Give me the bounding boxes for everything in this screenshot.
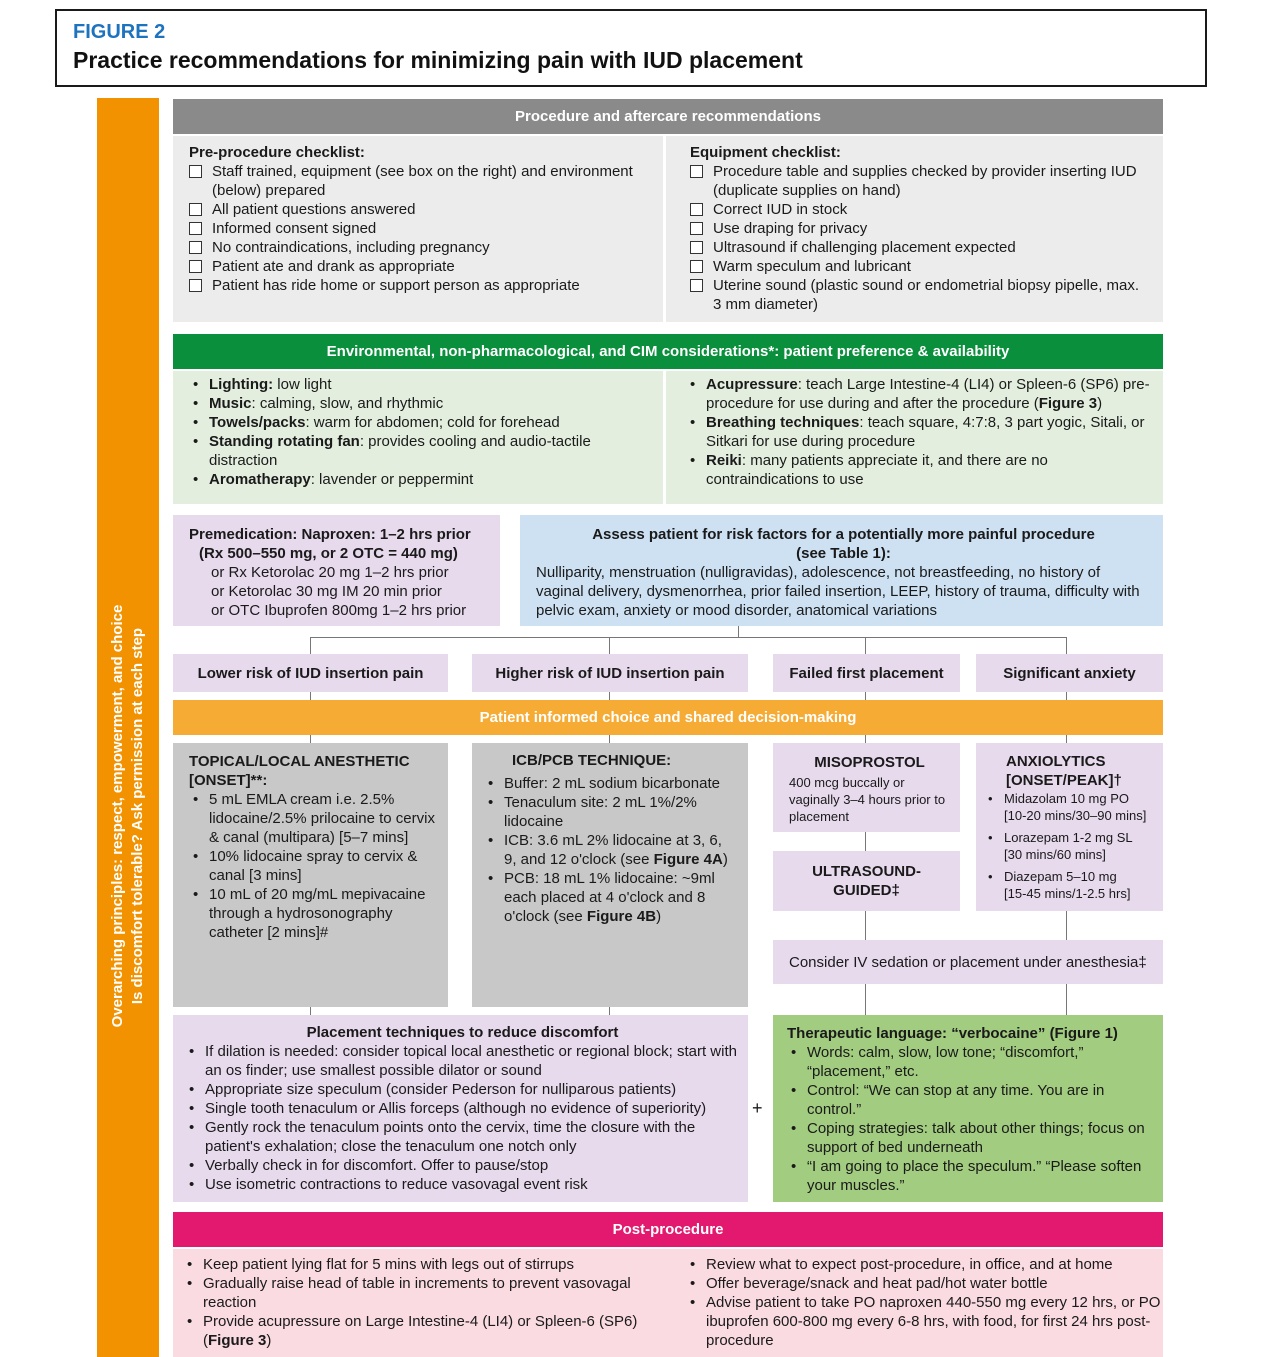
list-item: • PCB: 18 mL 1% lidocaine: ~9ml each placed at 4 o'clock and 8 o'clock (see Figure 4B) <box>484 869 738 926</box>
anxiolytics-box <box>976 743 1163 911</box>
equipment-list <box>690 162 1143 314</box>
checkbox-icon[interactable] <box>189 203 202 216</box>
list-item: • Gradually raise head of table in increments to prevent vasovagal reaction <box>183 1274 653 1312</box>
connector-line <box>609 692 610 700</box>
misoprostol-title: MISOPROSTOL <box>814 754 925 771</box>
checkbox-icon[interactable] <box>690 165 703 178</box>
topical-anesthetic-box <box>173 743 448 1007</box>
connector-line <box>865 911 866 940</box>
shared-decision-bar: Patient informed choice and shared decision-making <box>173 700 1163 735</box>
failed-placement-box: Failed first placement <box>773 654 960 692</box>
side-banner <box>97 98 159 1357</box>
assess-title: Assess patient for risk factors for a potentially more painful procedure <box>592 526 1095 543</box>
checkbox-icon[interactable] <box>690 279 703 292</box>
side-banner-line2: Is discomfort tolerable? Ask permission at each step <box>129 627 146 1005</box>
list-item: • Music: calming, slow, and rhythmic <box>189 394 647 413</box>
checkbox-icon[interactable] <box>189 260 202 273</box>
connector-line <box>865 832 866 851</box>
list-item: • “I am going to place the speculum.” “Please soften your muscles.” <box>787 1157 1153 1195</box>
checklist-item[interactable]: Use draping for privacy <box>690 219 1143 238</box>
checklist-item[interactable]: Procedure table and supplies checked by provider inserting IUD (duplicate supplies on hand) <box>690 162 1143 200</box>
iv-sedation-box: Consider IV sedation or placement under anesthesia‡ <box>773 940 1163 984</box>
topical-title: TOPICAL/LOCAL ANESTHETIC [ONSET]**: <box>189 753 410 789</box>
lower-risk-box: Lower risk of IUD insertion pain <box>173 654 448 692</box>
connector-line <box>310 637 311 654</box>
connector-line <box>738 626 739 637</box>
list-item: • Single tooth tenaculum or Allis forceps (although no evidence of superiority) <box>185 1099 740 1118</box>
anxiolytics-subtitle: [ONSET/PEAK]† <box>1006 772 1122 789</box>
list-item: • Verbally check in for discomfort. Offer to pause/stop <box>185 1156 740 1175</box>
checkbox-icon[interactable] <box>690 241 703 254</box>
figure-title: Practice recommendations for minimizing pain with IUD placement <box>73 47 803 73</box>
premed-line: Premedication: Naproxen: 1–2 hrs prior <box>189 526 471 543</box>
premed-line: (Rx 500–550 mg, or 2 OTC = 440 mg) <box>199 545 458 562</box>
list-item: • If dilation is needed: consider topical local anesthetic or regional block; start with an os finder; use smallest possible dilator or sound <box>185 1042 740 1080</box>
connector-line <box>865 692 866 700</box>
equipment-title: Equipment checklist: <box>690 144 841 161</box>
icb-title: ICB/PCB TECHNIQUE: <box>512 752 672 769</box>
list-item: • Keep patient lying flat for 5 mins with legs out of stirrups <box>183 1255 653 1274</box>
misoprostol-text: 400 mcg buccally or vaginally 3–4 hours prior to placement <box>789 775 946 824</box>
post-procedure-panel <box>173 1249 1163 1357</box>
list-item: • Control: “We can stop at any time. You are in control.” <box>787 1081 1153 1119</box>
procedure-header: Procedure and aftercare recommendations <box>173 99 1163 134</box>
connector-line <box>310 735 311 743</box>
connector-line <box>1066 692 1067 700</box>
risk-assessment-box <box>520 515 1163 626</box>
connector-line <box>1066 911 1067 940</box>
connector-line <box>310 692 311 700</box>
connector-line <box>1066 637 1067 654</box>
figure-label: FIGURE 2 <box>73 21 166 43</box>
checkbox-icon[interactable] <box>690 203 703 216</box>
environment-right-panel <box>666 371 1163 504</box>
list-item: • Advise patient to take PO naproxen 440-550 mg every 12 hrs, or PO ibuprofen 600-800 mg every 6-8 hrs, with food, for first 24 hrs post-procedure <box>686 1293 1161 1350</box>
checkbox-icon[interactable] <box>189 241 202 254</box>
list-item: • 5 mL EMLA cream i.e. 2.5% lidocaine/2.5% prilocaine to cervix & canal (multipara) [5–7 mins] <box>189 790 438 847</box>
assess-body: Nulliparity, menstruation (nulligravidas), adolescence, not breastfeeding, no history of vaginal delivery, dysmenorrhea, prior failed insertion, LEEP, history of trauma, difficulty with pelvic exam, anxiety or mood disorder, anatomical variations <box>536 564 1140 619</box>
checkbox-icon[interactable] <box>690 222 703 235</box>
checkbox-icon[interactable] <box>189 165 202 178</box>
connector-line <box>865 637 866 654</box>
list-item: • Reiki: many patients appreciate it, and there are no contraindications to use <box>686 451 1153 489</box>
connector-line <box>310 637 1067 638</box>
list-item: • Towels/packs: warm for abdomen; cold for forehead <box>189 413 647 432</box>
connector-line <box>1066 735 1067 743</box>
list-item: • Breathing techniques: teach square, 4:7:8, 3 part yogic, Sitali, or Sitkari for use during procedure <box>686 413 1153 451</box>
checklist-item[interactable]: Ultrasound if challenging placement expected <box>690 238 1143 257</box>
environment-header: Environmental, non-pharmacological, and CIM considerations*: patient preference & availability <box>173 334 1163 369</box>
post-procedure-header: Post-procedure <box>173 1212 1163 1247</box>
list-item: • Review what to expect post-procedure, in office, and at home <box>686 1255 1161 1274</box>
pre-procedure-title: Pre-procedure checklist: <box>189 144 365 161</box>
checklist-item[interactable]: All patient questions answered <box>189 200 647 219</box>
list-item: • Words: calm, slow, low tone; “discomfort,” “placement,” etc. <box>787 1043 1153 1081</box>
connector-line <box>609 735 610 743</box>
list-item: • Gently rock the tenaculum points onto the cervix, time the closure with the patient's exhalation; close the tenaculum one notch only <box>185 1118 740 1156</box>
list-item: • 10% lidocaine spray to cervix & canal [3 mins] <box>189 847 438 885</box>
plus-icon: + <box>752 1098 763 1118</box>
connector-line <box>609 1007 610 1015</box>
list-item: • Diazepam 5–10 mg [15-45 mins/1-2.5 hrs] <box>984 868 1157 902</box>
list-item: • Appropriate size speculum (consider Pederson for nulliparous patients) <box>185 1080 740 1099</box>
premed-line: or Rx Ketorolac 20 mg 1–2 hrs prior <box>211 564 449 581</box>
list-item: • Coping strategies: talk about other things; focus on support of bed underneath <box>787 1119 1153 1157</box>
higher-risk-box: Higher risk of IUD insertion pain <box>472 654 748 692</box>
list-item: • Buffer: 2 mL sodium bicarbonate <box>484 774 738 793</box>
anxiolytics-title: ANXIOLYTICS <box>1006 753 1106 770</box>
therapeutic-language-box <box>773 1015 1163 1202</box>
checklist-item[interactable]: Informed consent signed <box>189 219 647 238</box>
list-item: • ICB: 3.6 mL 2% lidocaine at 3, 6, 9, and 12 o'clock (see Figure 4A) <box>484 831 738 869</box>
checkbox-icon[interactable] <box>690 260 703 273</box>
checklist-item[interactable]: Correct IUD in stock <box>690 200 1143 219</box>
connector-line <box>609 637 610 654</box>
list-item: • Midazolam 10 mg PO [10-20 mins/30–90 mins] <box>984 790 1157 824</box>
side-banner-text <box>108 436 148 1196</box>
pre-procedure-list <box>189 162 647 295</box>
ultrasound-guided-box: ULTRASOUND-GUIDED‡ <box>773 851 960 911</box>
side-banner-line1: Overarching principles: respect, empowerment, and choice <box>109 604 126 1028</box>
therapeutic-title: Therapeutic language: “verbocaine” (Figure 1) <box>787 1025 1118 1042</box>
placement-techniques-box <box>173 1015 748 1202</box>
premed-line: or Ketorolac 30 mg IM 20 min prior <box>211 583 442 600</box>
pre-procedure-panel <box>173 136 663 322</box>
list-item: • Tenaculum site: 2 mL 1%/2% lidocaine <box>484 793 738 831</box>
list-item: • 10 mL of 20 mg/mL mepivacaine through a hydrosonography catheter [2 mins]# <box>189 885 438 942</box>
figure-header <box>55 9 1207 87</box>
equipment-panel <box>666 136 1163 322</box>
connector-line <box>1066 984 1067 1015</box>
environment-left-panel <box>173 371 663 504</box>
list-item: • Lighting: low light <box>189 375 647 394</box>
connector-line <box>865 735 866 743</box>
checklist-item[interactable]: Patient ate and drank as appropriate <box>189 257 647 276</box>
assess-subtitle: (see Table 1): <box>796 545 891 562</box>
premed-line: or OTC Ibuprofen 800mg 1–2 hrs prior <box>211 602 467 619</box>
list-item: • Provide acupressure on Large Intestine-4 (LI4) or Spleen-6 (SP6) (Figure 3) <box>183 1312 653 1350</box>
checklist-item[interactable]: Uterine sound (plastic sound or endometrial biopsy pipelle, max. 3 mm diameter) <box>690 276 1143 314</box>
list-item: • Standing rotating fan: provides cooling and audio-tactile distraction <box>189 432 647 470</box>
checklist-item[interactable]: No contraindications, including pregnancy <box>189 238 647 257</box>
list-item: • Aromatherapy: lavender or peppermint <box>189 470 647 489</box>
connector-line <box>310 1007 311 1015</box>
list-item: • Lorazepam 1-2 mg SL [30 mins/60 mins] <box>984 829 1157 863</box>
list-item: • Acupressure: teach Large Intestine-4 (LI4) or Spleen-6 (SP6) pre-procedure for use during and after the procedure (Figure 3) <box>686 375 1153 413</box>
checkbox-icon[interactable] <box>189 279 202 292</box>
premedication-box <box>173 515 500 626</box>
list-item: • Use isometric contractions to reduce vasovagal event risk <box>185 1175 740 1194</box>
significant-anxiety-box: Significant anxiety <box>976 654 1163 692</box>
connector-line <box>865 984 866 1015</box>
misoprostol-box <box>773 743 960 832</box>
checklist-item[interactable]: Staff trained, equipment (see box on the right) and environment (below) prepared <box>189 162 647 200</box>
checkbox-icon[interactable] <box>189 222 202 235</box>
icb-pcb-box <box>472 743 748 1007</box>
list-item: • Offer beverage/snack and heat pad/hot water bottle <box>686 1274 1161 1293</box>
checklist-item[interactable]: Warm speculum and lubricant <box>690 257 1143 276</box>
checklist-item[interactable]: Patient has ride home or support person as appropriate <box>189 276 647 295</box>
placement-title: Placement techniques to reduce discomfort <box>306 1024 619 1041</box>
